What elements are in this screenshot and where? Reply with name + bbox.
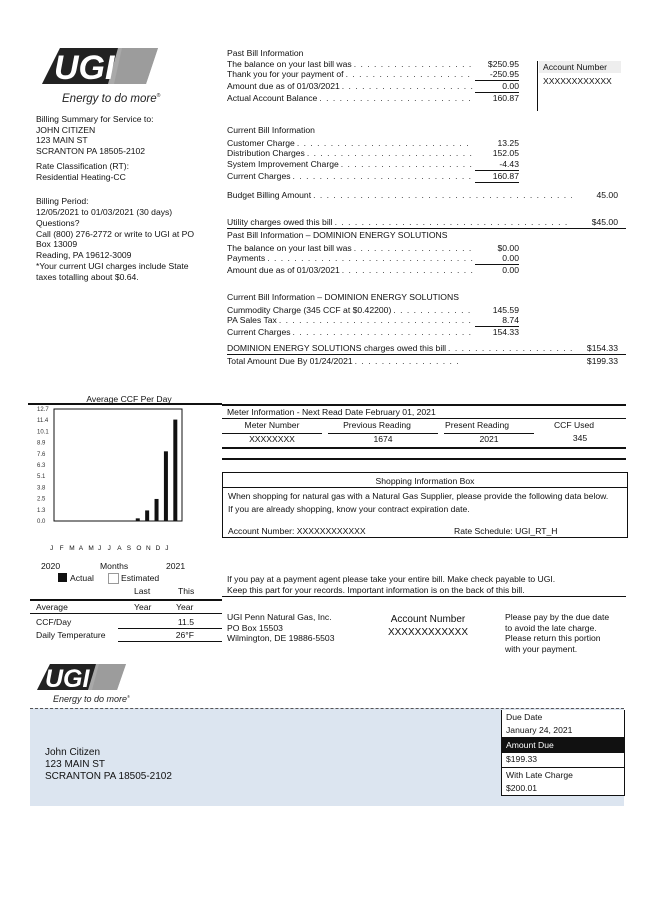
- avg-row-label: Daily Temperature: [36, 630, 106, 640]
- shopping-line: When shopping for natural gas with a Natural Gas Supplier, please provide the following data below.: [228, 490, 609, 501]
- remit-account-value: XXXXXXXXXXXX: [387, 626, 469, 638]
- slip-street: 123 MAIN ST: [45, 759, 106, 770]
- remit-note: Please return this portion: [505, 633, 601, 644]
- divider: [30, 599, 222, 601]
- months-label: Months: [100, 561, 129, 571]
- month-tick-label: J: [107, 545, 111, 552]
- slip-city: SCRANTON PA 18505-2102: [45, 771, 172, 782]
- meter-header: Previous Reading: [343, 420, 411, 430]
- ugi-logo: [38, 44, 168, 88]
- divider: [222, 596, 626, 597]
- remit-account-label: Account Number: [390, 614, 466, 625]
- current-bill-section: [227, 125, 519, 183]
- avg-header: Last: [134, 586, 151, 596]
- shopping-box: [222, 472, 628, 538]
- due-date-label: Due Date: [506, 712, 543, 722]
- month-tick-label: A: [117, 545, 122, 552]
- avg-header: Year: [134, 602, 152, 612]
- month-axis: [50, 545, 180, 555]
- ugi-logo-bottom: [34, 661, 134, 693]
- chart-title: Average CCF Per Day: [86, 394, 172, 404]
- y-tick-label: 10.1: [37, 429, 49, 436]
- past-bill-row: The balance on your last bill was . . . $250.95: [227, 59, 519, 70]
- month-tick-label: M: [88, 545, 94, 552]
- meter-value: 2021: [444, 433, 534, 445]
- y-tick-label: 11.4: [37, 418, 49, 425]
- due-date-value: January 24, 2021: [502, 725, 624, 739]
- rate-label: Rate Classification (RT):: [36, 160, 129, 171]
- shopping-line: If you are already shopping, know your contract expiration date.: [228, 504, 470, 515]
- payment-note: If you pay at a payment agent please take your entire bill. Make check payable to UGI.: [227, 574, 556, 584]
- current-dominion-title: Current Bill Information – DOMINION ENERGY SOLUTIONS: [227, 292, 459, 302]
- y-tick-label: 7.6: [37, 451, 46, 458]
- past-bill-section: [227, 48, 519, 104]
- past-dominion-section: [227, 230, 519, 276]
- divider: [222, 458, 626, 460]
- past-dominion-title: Past Bill Information – DOMINION ENERGY SOLUTIONS: [227, 230, 448, 240]
- legend-estimated-label: Estimated: [121, 573, 160, 583]
- meter-header: Present Reading: [444, 420, 510, 430]
- remit-note: to avoid the late charge.: [505, 622, 597, 633]
- avg-header: This: [178, 586, 195, 596]
- chart-bar: [136, 518, 140, 521]
- month-tick-label: N: [146, 545, 151, 552]
- divider: [118, 641, 222, 642]
- past-dominion-row: Amount due as of 01/03/2021 . . . 0.00: [227, 265, 519, 276]
- y-tick-label: 1.3: [37, 507, 46, 514]
- legend-actual-swatch: [58, 573, 67, 582]
- end-year: 2021: [166, 561, 186, 571]
- start-year: 2020: [41, 561, 61, 571]
- utility-owed-row: Utility charges owed this bill . . . $45.00: [227, 217, 618, 228]
- dominion-owed-row: DOMINION ENERGY SOLUTIONS charges owed this bill . . . $154.33: [227, 343, 618, 354]
- chart-bar: [164, 451, 168, 521]
- avg-header: Average: [36, 602, 68, 612]
- ugi-logo-mark-icon: [38, 44, 168, 88]
- chart-bar: [173, 420, 177, 521]
- ugi-logo-mark-icon: [34, 661, 134, 693]
- month-tick-label: S: [126, 545, 132, 552]
- month-tick-label: A: [78, 545, 84, 552]
- ccf-bar-chart: [36, 405, 186, 531]
- past-bill-row: Actual Account Balance . . . 160.87: [227, 93, 519, 104]
- current-bill-row: Customer Charge . . . 13.25: [227, 138, 519, 149]
- shopping-account: Account Number: XXXXXXXXXXXX: [228, 526, 366, 537]
- month-tick-label: J: [50, 545, 54, 552]
- remit-box: PO Box 15503: [227, 622, 283, 633]
- tax-note: *Your current UGI charges include State: [36, 260, 189, 271]
- y-tick-label: 8.9: [37, 440, 46, 447]
- tear-line: [30, 708, 624, 709]
- remit-address: [227, 612, 334, 644]
- shopping-title: Shopping Information Box: [375, 476, 475, 486]
- shopping-schedule: Rate Schedule: UGI_RT_H: [454, 526, 558, 537]
- current-bill-row: Current Charges . . . 160.87: [227, 171, 519, 183]
- amount-due-value: $199.33: [502, 753, 624, 768]
- account-number-label: Account Number: [543, 62, 608, 72]
- y-tick-label: 6.3: [37, 463, 46, 469]
- meter-header: CCF Used: [553, 420, 595, 430]
- meter-value: XXXXXXXX: [222, 433, 322, 445]
- month-tick-label: O: [136, 545, 142, 552]
- month-tick-label: J: [165, 545, 169, 552]
- slip-due-box: [501, 710, 625, 796]
- contact-line: Call (800) 276-2772 or write to UGI at PO: [36, 228, 195, 239]
- late-charge-label: With Late Charge: [506, 769, 573, 780]
- avg-row-label: CCF/Day: [36, 617, 72, 627]
- service-summary: [36, 114, 221, 282]
- month-tick-label: M: [69, 545, 75, 552]
- legend-estimated-swatch: [108, 573, 119, 584]
- y-tick-label: 2.5: [37, 496, 46, 503]
- remit-note: Please pay by the due date: [505, 612, 610, 622]
- meter-header-row: [222, 420, 626, 431]
- divider: [222, 447, 626, 449]
- current-dominion-row: Cummodity Charge (345 CCF at $0.42200) . . . 145.59: [227, 305, 519, 316]
- remit-notes: [505, 612, 609, 655]
- chart-bar: [155, 499, 159, 521]
- account-box-divider: [537, 61, 538, 111]
- ugi-logo-text: UGI: [45, 665, 90, 693]
- budget-billing-row: Budget Billing Amount . . . 45.00: [227, 190, 618, 201]
- meter-value-row: [222, 433, 626, 445]
- payment-note: Keep this part for your records. Important information is on the back of this bill.: [227, 585, 525, 595]
- current-dominion-row: PA Sales Tax . . . 8.74: [227, 315, 519, 327]
- y-tick-label: 5.1: [37, 474, 46, 481]
- amount-due-label: Amount Due: [502, 738, 624, 753]
- meter-title: Meter Information - Next Read Date February 01, 2021: [227, 407, 436, 417]
- current-bill-row: Distribution Charges . . . 152.05: [227, 148, 519, 159]
- chart-area: [36, 405, 186, 531]
- past-dominion-row: The balance on your last bill was . . . $0.00: [227, 243, 519, 254]
- tagline: Energy to do more®: [62, 93, 161, 105]
- total-due-row: Total Amount Due By 01/24/2021 . . . $199.33: [227, 356, 618, 367]
- tagline-bottom: Energy to do more®: [53, 694, 130, 704]
- contact-line: Reading, PA 19612-3009: [36, 250, 132, 261]
- rate-value: Residential Heating-CC: [36, 171, 126, 182]
- divider: [30, 613, 222, 614]
- slip-address: [45, 747, 172, 783]
- customer-name: JOHN CITIZEN: [36, 124, 96, 135]
- remit-city: Wilmington, DE 19886-5503: [227, 633, 335, 644]
- remit-account: [378, 614, 478, 639]
- current-dominion-section: [227, 292, 519, 338]
- tax-note: taxes totalling about $0.64.: [36, 271, 139, 282]
- y-tick-label: 0.0: [37, 519, 46, 525]
- past-bill-title: Past Bill Information: [227, 48, 304, 58]
- month-tick-label: F: [59, 545, 64, 552]
- y-tick-label: 3.8: [37, 485, 46, 492]
- late-charge-value: $200.01: [502, 783, 624, 797]
- avg-header: Year: [176, 602, 194, 612]
- month-tick-label: J: [98, 545, 102, 552]
- remit-note: with your payment.: [505, 644, 578, 655]
- meter-value: 345: [572, 433, 588, 443]
- chart-bar: [145, 510, 149, 521]
- y-tick-label: 12.7: [37, 407, 49, 413]
- customer-street: 123 MAIN ST: [36, 135, 88, 146]
- current-bill-row: System Improvement Charge . . . -4.43: [227, 159, 519, 171]
- period-label: Billing Period:: [36, 196, 89, 207]
- account-number-value: XXXXXXXXXXXX: [543, 76, 612, 86]
- avg-row-this: 11.5: [177, 617, 194, 627]
- legend-actual-label: Actual: [70, 573, 94, 583]
- remit-company: UGI Penn Natural Gas, Inc.: [227, 612, 332, 622]
- divider: [222, 418, 626, 419]
- month-tick-label: D: [155, 545, 161, 552]
- ugi-logo-text: UGI: [54, 49, 115, 87]
- divider: [222, 404, 626, 406]
- divider: [227, 228, 626, 229]
- past-bill-row: Thank you for your payment of . . . -250.95: [227, 69, 519, 81]
- past-dominion-row: Payments . . . 0.00: [227, 253, 519, 265]
- customer-city: SCRANTON PA 18505-2102: [36, 146, 146, 157]
- meter-value: 1674: [328, 433, 438, 445]
- current-bill-title: Current Bill Information: [227, 125, 315, 135]
- current-dominion-row: Current Charges . . . 154.33: [227, 327, 519, 338]
- questions-label: Questions?: [36, 217, 80, 228]
- period-value: 12/05/2021 to 01/03/2021 (30 days): [36, 207, 173, 218]
- billing-summary-label: Billing Summary for Service to:: [36, 114, 154, 124]
- slip-name: John Citizen: [45, 747, 101, 758]
- meter-header: Meter Number: [244, 420, 300, 430]
- divider: [118, 628, 222, 629]
- past-bill-row: Amount due as of 01/03/2021 . . . 0.00: [227, 81, 519, 93]
- avg-row-this: 26°F: [175, 630, 194, 640]
- divider: [227, 354, 626, 355]
- contact-line: Box 13009: [36, 239, 78, 250]
- chart-frame: [54, 409, 182, 521]
